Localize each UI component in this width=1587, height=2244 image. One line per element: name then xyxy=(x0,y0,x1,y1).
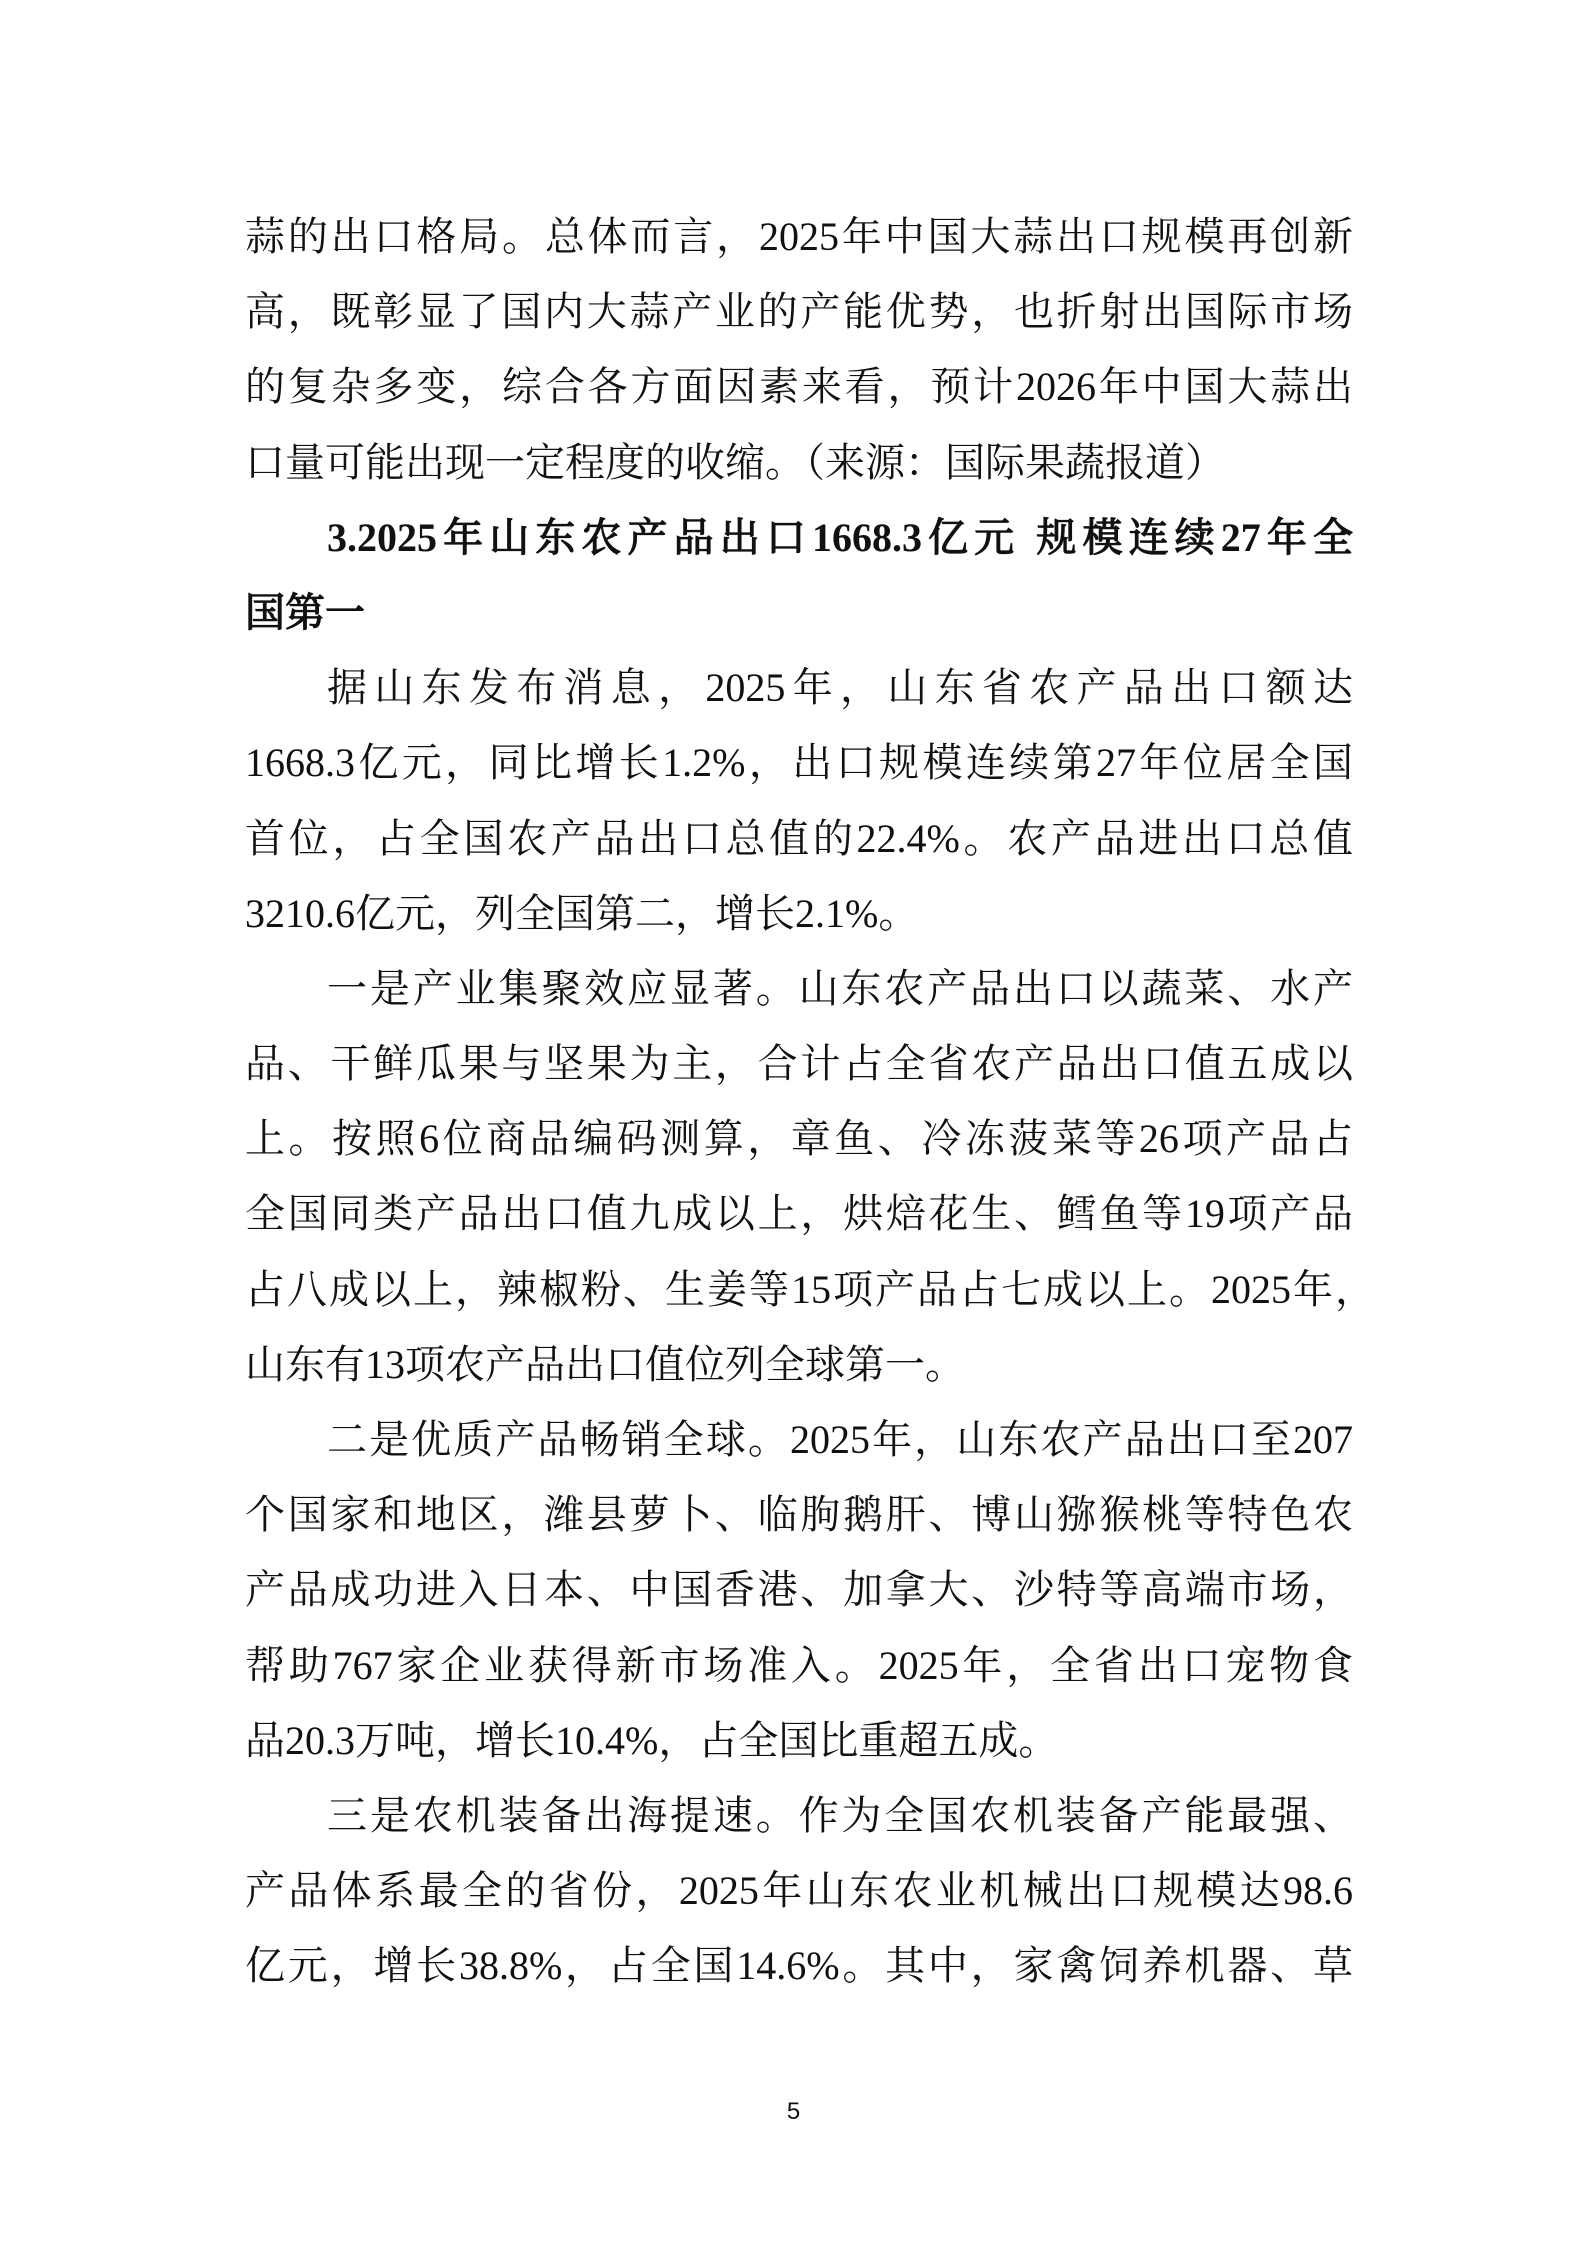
text-line: 首位，占全国农产品出口总值的22.4%。农产品进出口总值 xyxy=(245,815,1353,861)
text-line: 上。按照6位商品编码测算，章鱼、冷冻菠菜等26项产品占 xyxy=(245,1116,1353,1162)
text-line: 一是产业集聚效应显著。山东农产品出口以蔬菜、水产 xyxy=(327,965,1353,1011)
text-line: 产品成功进入日本、中国香港、加拿大、沙特等高端市场， xyxy=(245,1567,1353,1613)
paragraph-quality-products xyxy=(245,1402,1353,1778)
text-line: 占八成以上，辣椒粉、生姜等15项产品占七成以上。2025年， xyxy=(245,1266,1375,1312)
text-line: 二是优质产品畅销全球。2025年，山东农产品出口至207 xyxy=(327,1417,1353,1462)
text-line: 蒜的出口格局。总体而言，2025年中国大蒜出口规模再创新 xyxy=(245,214,1353,259)
section-heading xyxy=(245,500,1353,650)
paragraph-shandong-export-summary xyxy=(245,650,1353,951)
text-line: 三是农机装备出海提速。作为全国农机装备产能最强、 xyxy=(327,1792,1353,1838)
text-line: 口量可能出现一定程度的收缩。（来源：国际果蔬报道） xyxy=(245,439,1225,485)
text-line: 个国家和地区，潍县萝卜、临朐鹅肝、博山猕猴桃等特色农 xyxy=(245,1492,1353,1538)
text-line: 全国同类产品出口值九成以上，烘焙花生、鳕鱼等19项产品 xyxy=(245,1191,1353,1237)
text-line: 品、干鲜瓜果与坚果为主，合计占全省农产品出口值五成以 xyxy=(245,1041,1353,1087)
text-line: 的复杂多变，综合各方面因素来看，预计2026年中国大蒜出 xyxy=(245,364,1353,410)
text-line: 据山东发布消息，2025年，山东省农产品出口额达 xyxy=(327,665,1353,711)
paragraph-agri-machinery xyxy=(245,1778,1353,2004)
document-body xyxy=(245,199,1375,2004)
text-line: 帮助767家企业获得新市场准入。2025年，全省出口宠物食 xyxy=(245,1642,1353,1688)
paragraph-garlic-export-conclusion xyxy=(245,199,1353,500)
text-line: 高，既彰显了国内大蒜产业的产能优势，也折射出国际市场 xyxy=(245,289,1353,335)
text-line: 1668.3亿元，同比增长1.2%，出口规模连续第27年位居全国 xyxy=(245,740,1353,786)
page-number: 5 xyxy=(786,2098,801,2125)
paragraph-industry-cluster xyxy=(245,951,1375,1402)
text-line: 3210.6亿元，列全国第二，增长2.1%。 xyxy=(245,890,919,936)
text-line: 产品体系最全的省份，2025年山东农业机械出口规模达98.6 xyxy=(245,1868,1353,1914)
heading-line: 国第一 xyxy=(245,589,365,635)
heading-line: 3.2025年山东农产品出口1668.3亿元 规模连续27年全 xyxy=(327,514,1353,560)
text-line: 山东有13项农产品出口值位列全球第一。 xyxy=(245,1341,965,1387)
text-line: 亿元，增长38.8%，占全国14.6%。其中，家禽饲养机器、草 xyxy=(245,1943,1353,1989)
text-line: 品20.3万吨，增长10.4%，占全国比重超五成。 xyxy=(245,1717,1059,1763)
